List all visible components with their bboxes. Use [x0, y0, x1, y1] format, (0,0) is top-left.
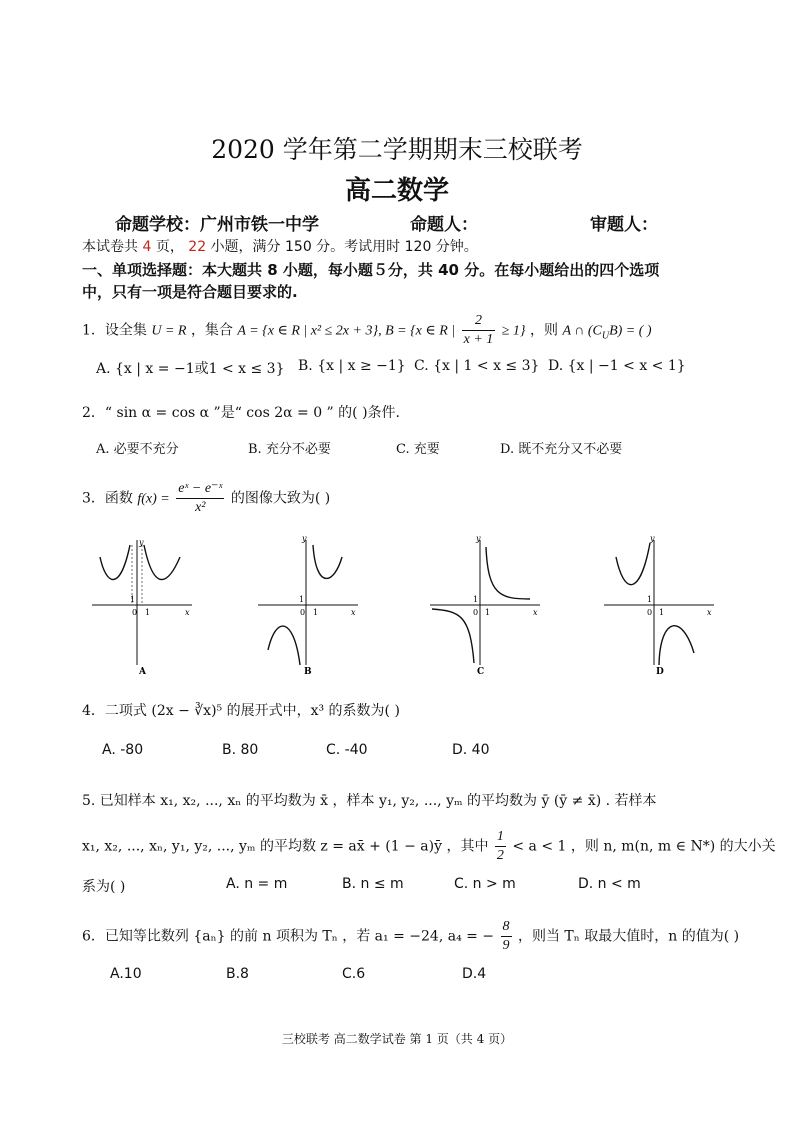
- q5-frac-num: 1: [495, 828, 506, 847]
- q6-option-a[interactable]: A.10: [110, 966, 142, 982]
- q5-text-b: < a < 1 ，则 n, m(n, m ∈ N*) 的大小关: [512, 838, 776, 855]
- q6-text-a: 6．已知等比数列 {aₙ} 的前 n 项积为 Tₙ ，若 a₁ = −24, a₄ = −: [82, 928, 495, 945]
- tick-one-x: 1: [313, 608, 319, 617]
- q6-option-b[interactable]: B.8: [226, 966, 249, 982]
- q3-frac-den: x²: [195, 500, 206, 515]
- q3-func: f(x) =: [137, 491, 170, 507]
- q1-fraction: [462, 312, 496, 349]
- tick-zero: 0: [132, 608, 138, 617]
- q5-option-b[interactable]: B. n ≤ m: [342, 876, 404, 892]
- page-footer: 三校联考 高二数学试卷 第 1 页（共 4 页）: [281, 1032, 513, 1046]
- tick-one: 1: [647, 595, 653, 604]
- q1-option-d[interactable]: D. {x | −1 < x < 1}: [548, 358, 686, 374]
- curve-left: [268, 626, 300, 665]
- section-heading-line2: 中，只有一项是符合题目要求的.: [82, 283, 298, 301]
- intro-text-1: 本试卷共: [82, 239, 138, 255]
- q3-text-b: 的图像大致为( ): [230, 490, 331, 507]
- tick-one: 1: [473, 595, 479, 604]
- q2-option-a[interactable]: A. 必要不充分: [96, 442, 179, 457]
- q3-text-a: 3．函数: [82, 490, 133, 507]
- curve-right: [313, 545, 342, 578]
- q6-option-d[interactable]: D.4: [462, 966, 487, 982]
- exam-title: 2020 学年第二学期期末三校联考: [211, 135, 583, 164]
- curve-left: [432, 609, 474, 663]
- axis-y-label: y: [139, 538, 144, 547]
- q5-text-a: x₁, x₂, ..., xₙ, y₁, y₂, ..., yₘ 的平均数 z = ax̄ + (1 − a)ȳ ，其中: [82, 838, 489, 855]
- tick-zero: 0: [300, 608, 306, 617]
- q1-set-a: A = {x ∈ R | x² ≤ 2x + 3}, B = {x ∈ R |: [237, 323, 456, 339]
- graph-label-c: C: [477, 667, 485, 675]
- axis-x-label: x: [351, 608, 356, 617]
- q3-graph-d[interactable]: [604, 535, 714, 675]
- q5-frac-den: 2: [496, 848, 504, 863]
- q4-option-d[interactable]: D. 40: [452, 742, 490, 758]
- question-5-line2: [82, 828, 776, 865]
- q1-option-b[interactable]: B. {x | x ≥ −1}: [298, 358, 406, 374]
- q1-ask-sub: U: [601, 330, 610, 342]
- question-2-stem: 2．“ sin α = cos α ”是“ cos 2α = 0 ” 的( )条件.: [82, 405, 400, 421]
- q3-graph-a[interactable]: [92, 535, 202, 675]
- question-3-stem: [82, 480, 330, 517]
- tick-zero: 0: [473, 608, 479, 617]
- section-heading-line1: 一、单项选择题：本大题共 8 小题，每小题５分，共 40 分。在每小题给出的四个选项: [82, 261, 660, 279]
- intro-text-2: 页，: [155, 239, 184, 255]
- graph-label-a: A: [139, 667, 146, 675]
- q3-graph-c[interactable]: [430, 535, 540, 675]
- exam-subject: 高二数学: [344, 176, 449, 206]
- question-1-stem: [82, 312, 652, 349]
- question-4-stem: 4．二项式 (2x − ∛x)⁵ 的展开式中，x³ 的系数为( ): [82, 703, 400, 719]
- intro-line: [82, 236, 478, 256]
- question-5-line1: 5. 已知样本 x₁, x₂, ..., xₙ 的平均数为 x̄ ，样本 y₁, y₂, ..., yₘ 的平均数为 ȳ (ȳ ≠ x̄) . 若样本: [82, 793, 657, 809]
- q4-option-b[interactable]: B. 80: [222, 742, 259, 758]
- axis-y-label: y: [302, 535, 307, 543]
- q5-option-a[interactable]: A. n = m: [226, 876, 288, 892]
- q5-option-d[interactable]: D. n < m: [578, 876, 641, 892]
- q1-text-a: 1．设全集: [82, 322, 147, 339]
- graph-label-d: D: [656, 667, 664, 675]
- question-6-stem: [82, 918, 739, 955]
- q6-frac-num: 8: [501, 918, 512, 937]
- axis-x-label: x: [707, 608, 712, 617]
- q1-ask: A ∩ (C: [562, 323, 602, 339]
- q4-option-a[interactable]: A. -80: [102, 742, 144, 758]
- tick-one-x: 1: [485, 608, 491, 617]
- tick-one: 1: [130, 595, 136, 604]
- q3-frac-num: eˣ − e⁻ˣ: [176, 480, 224, 499]
- q1-text-b: ，集合: [190, 322, 233, 339]
- intro-questions: 22: [188, 239, 207, 255]
- q6-frac-den: 9: [502, 938, 510, 953]
- curve-right: [486, 547, 530, 599]
- axis-x-label: x: [533, 608, 538, 617]
- axis-y-label: y: [476, 535, 481, 543]
- school-label: 命题学校：广州市铁一中学: [115, 215, 319, 235]
- q1-ask-end: B) = ( ): [609, 323, 652, 339]
- q1-frac-den: x + 1: [463, 332, 494, 347]
- intro-text-3: 小题，满分 150 分。考试用时 120 分钟。: [210, 239, 478, 255]
- tick-zero: 0: [647, 608, 653, 617]
- intro-pages: 4: [142, 239, 152, 255]
- q1-text-c: ，则: [529, 322, 558, 339]
- q2-option-c[interactable]: C. 充要: [396, 442, 440, 457]
- tick-one-x: 1: [145, 608, 151, 617]
- q1-universe: U = R: [151, 323, 187, 339]
- q3-fraction: [176, 480, 224, 517]
- q6-option-c[interactable]: C.6: [342, 966, 366, 982]
- q4-option-c[interactable]: C. -40: [326, 742, 368, 758]
- q1-frac-num: 2: [462, 312, 496, 331]
- question-5-line3: 系为( ): [82, 879, 126, 895]
- q1-option-c[interactable]: C. {x | 1 < x ≤ 3}: [414, 358, 540, 374]
- tick-one: 1: [299, 595, 305, 604]
- curve-right: [659, 626, 694, 665]
- q3-graph-b[interactable]: [258, 535, 368, 675]
- reviewer-label: 审题人：: [590, 215, 658, 235]
- graph-label-b: B: [304, 667, 312, 675]
- q5-option-c[interactable]: C. n > m: [454, 876, 516, 892]
- curve-left: [616, 543, 650, 585]
- q5-fraction: [495, 828, 506, 865]
- q2-option-b[interactable]: B. 充分不必要: [248, 442, 331, 457]
- curve-right: [144, 545, 180, 580]
- curve-left: [100, 545, 130, 580]
- q6-fraction: [501, 918, 512, 955]
- axis-x-label: x: [185, 608, 190, 617]
- axis-y-label: y: [650, 535, 655, 543]
- q6-text-b: ，则当 Tₙ 取最大值时，n 的值为( ): [517, 928, 740, 945]
- tick-one-x: 1: [659, 608, 665, 617]
- q1-set-b-end: ≥ 1}: [501, 323, 526, 339]
- author-label: 命题人：: [410, 215, 478, 235]
- q2-option-d[interactable]: D. 既不充分又不必要: [500, 442, 623, 457]
- q1-option-a[interactable]: A. {x | x = −1或1 < x ≤ 3}: [96, 361, 285, 377]
